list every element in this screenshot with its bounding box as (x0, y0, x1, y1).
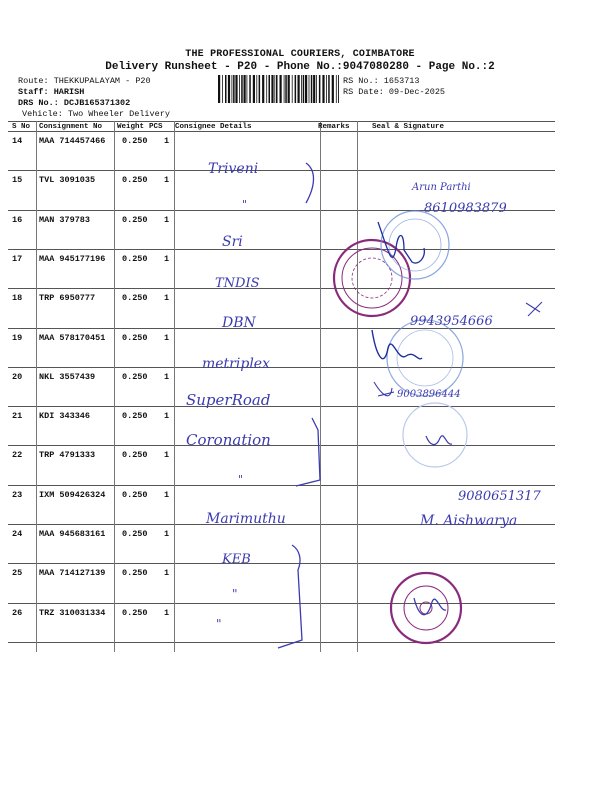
row-consignment-no: IXM 509426324 (39, 489, 106, 500)
row-sno: 16 (12, 214, 23, 225)
row-sno: 19 (12, 332, 23, 343)
header-pcs: PCS (149, 123, 163, 131)
header-sno: S No (12, 123, 31, 131)
row-pcs: 1 (164, 136, 170, 146)
row-pcs: 1 (164, 214, 170, 225)
row-sno: 26 (12, 607, 23, 618)
hw-mark (526, 302, 542, 316)
route-info: Route: THEKKUPALAYAM - P20 (18, 76, 151, 86)
row-sno: 23 (12, 489, 23, 500)
hw-name-triveni: Triveni (208, 161, 259, 177)
row-sno: 22 (12, 450, 23, 461)
row-sno: 17 (12, 253, 23, 264)
rs-date: RS Date: 09-Dec-2025 (343, 87, 446, 97)
row-weight: 0.250 (122, 607, 148, 618)
header-remarks: Remarks (318, 123, 350, 131)
rs-number: RS No.: 1653713 (343, 76, 420, 86)
row-sno: 14 (12, 136, 23, 146)
row-pcs: 1 (164, 175, 170, 186)
hw-signature-scribble (374, 382, 394, 396)
row-weight: 0.250 (122, 332, 148, 343)
hw-ditto: " (216, 617, 222, 631)
hw-phone-row18: 9943954666 (410, 314, 493, 329)
hw-phone-row20: 9003896444 (397, 389, 461, 400)
row-sno: 15 (12, 175, 23, 186)
row-pcs: 1 (164, 450, 170, 461)
row-sno: 21 (12, 411, 23, 422)
hw-name-superroad: SuperRoad (186, 391, 271, 409)
hw-name-tndis: TNDIS (215, 276, 260, 291)
row-pcs: 1 (164, 293, 170, 304)
row-sno: 18 (12, 293, 23, 304)
row-consignment-no: TRP 6950777 (39, 293, 96, 304)
hw-name-coronation: Coronation (186, 431, 271, 449)
courier-seal-stamp (334, 240, 410, 316)
header-weight: Weight (117, 123, 145, 131)
vehicle-info: Vehicle: Two Wheeler Delivery (22, 109, 170, 119)
row-pcs: 1 (164, 489, 170, 500)
row-weight: 0.250 (122, 214, 148, 225)
row-weight: 0.250 (122, 175, 148, 186)
row-sno: 25 (12, 568, 23, 579)
drs-number: DRS No.: DCJB165371302 (18, 98, 131, 108)
row-pcs: 1 (164, 411, 170, 422)
hw-name-dbn: DBN (222, 315, 256, 331)
hw-ditto: " (238, 473, 244, 486)
row-weight: 0.250 (122, 450, 148, 461)
row-sno: 20 (12, 371, 23, 382)
row-pcs: 1 (164, 332, 170, 343)
row-consignment-no: MAA 714127139 (39, 568, 106, 579)
hw-name-keb: KEB (222, 552, 251, 567)
row-pcs: 1 (164, 529, 170, 539)
row-weight: 0.250 (122, 293, 148, 304)
row-sno: 24 (12, 529, 23, 539)
row-pcs: 1 (164, 568, 170, 579)
header-consignment: Consignment No (39, 123, 103, 131)
hw-ditto: " (242, 198, 248, 211)
hw-name-aishwarya: M. Aishwarya (420, 513, 518, 529)
row-weight: 0.250 (122, 568, 148, 579)
hw-ditto: " (232, 587, 238, 601)
row-weight: 0.250 (122, 489, 148, 500)
hw-bracket-mark (278, 545, 302, 648)
row-pcs: 1 (164, 253, 170, 264)
row-pcs: 1 (164, 607, 170, 618)
row-consignment-no: NKL 3557439 (39, 371, 96, 382)
row-consignment-no: TRP 4791333 (39, 450, 96, 461)
hw-signature-arun: Arun Parthi (412, 182, 471, 193)
row-consignment-no: MAA 578170451 (39, 332, 106, 343)
row-consignment-no: MAN 379783 (39, 214, 91, 225)
row-consignment-no: MAA 714457466 (39, 136, 106, 146)
row-weight: 0.250 (122, 411, 148, 422)
row-weight: 0.250 (122, 529, 148, 539)
hw-name-metriplex: metriplex (202, 356, 270, 372)
hw-phone-row15: 8610983879 (424, 201, 507, 216)
header-consignee: Consignee Details (175, 123, 252, 131)
header-seal-signature: Seal & Signature (372, 123, 445, 131)
row-consignment-no: TRZ 310031334 (39, 607, 106, 618)
row-consignment-no: MAA 945683161 (39, 529, 106, 539)
company-name: THE PROFESSIONAL COURIERS, COIMBATORE (185, 49, 415, 60)
cbe-seal-stamp (391, 573, 461, 643)
faint-stamp (403, 403, 467, 467)
row-weight: 0.250 (122, 136, 148, 146)
row-weight: 0.250 (122, 371, 148, 382)
hw-name-marimuthu: Marimuthu (206, 511, 286, 527)
row-consignment-no: KDI 343346 (39, 411, 91, 422)
row-pcs: 1 (164, 371, 170, 382)
hw-name-sri: Sri (222, 234, 243, 250)
runsheet-title: Delivery Runsheet - P20 - Phone No.:9047080280 - Page No.:2 (105, 61, 495, 73)
hw-signature-scribble (426, 436, 452, 445)
row-consignment-no: MAA 945177196 (39, 253, 106, 264)
row-weight: 0.250 (122, 253, 148, 264)
staff-info: Staff: HARISH (18, 87, 85, 97)
row-consignment-no: TVL 3091035 (39, 175, 96, 186)
hw-bracket-mark (306, 163, 314, 203)
hw-bracket-mark (296, 418, 320, 486)
hw-phone-row23: 9080651317 (458, 489, 541, 504)
metroplex-stamp (387, 320, 463, 396)
